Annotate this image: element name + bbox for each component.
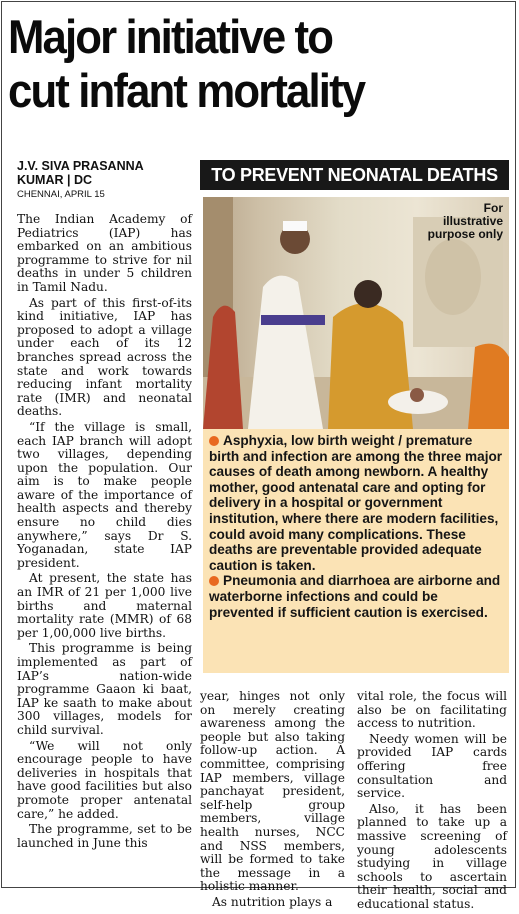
- fact-item: [203, 429, 509, 573]
- paragraph: “We will not only encourage people to have deliveries in hospitals that have good facilities but also promote proper antenatal care,” he added.: [17, 738, 192, 821]
- section-bar: TO PREVENT NEONATAL DEATHS: [200, 160, 509, 190]
- headline-line-2: cut infant mortality: [8, 64, 365, 117]
- photo-caption: [428, 202, 503, 241]
- bullet-dot-icon: [209, 576, 219, 586]
- paragraph: vital role, the focus will also be on facilitating access to nutrition.: [357, 689, 507, 731]
- headline-line-1: Major initiative to: [8, 10, 333, 63]
- bullet-dot-icon: [209, 436, 219, 446]
- paragraph: Needy women will be provided IAP cards offering free consultation and service.: [357, 731, 507, 801]
- paragraph: “If the village is small, each IAP branch will adopt two villages, depending upon the population. Our aim is to make people aware of the importance of health aspects and thereby ensure no child dies anywhere,” says Dr S. Yoganadan, state IAP president.: [17, 419, 192, 570]
- article-column-2: [200, 690, 345, 912]
- photo-caption-line-3: purpose only: [427, 227, 503, 241]
- fact-box: [203, 429, 509, 673]
- byline-line-1: J.V. SIVA PRASANNA: [17, 159, 144, 173]
- paragraph: year, hinges not only on merely creating awareness among the people but also taking follow-up action. A committee, comprising IAP members, village panchayat president, self-help group members, village health nurses, NCC and NSS members, will be formed to take the message in a holistic manner.: [200, 689, 345, 894]
- paragraph: At present, the state has an IMR of 21 per 1,000 live births and maternal mortality rate (MMR) of 68 per 1,00,000 live births.: [17, 571, 192, 640]
- fact-item: [203, 573, 509, 620]
- photo-caption-line-1: For: [483, 201, 503, 215]
- headline: [8, 10, 478, 118]
- paragraph: The programme, set to be launched in June this: [17, 822, 192, 850]
- paragraph: The Indian Academy of Pediatrics (IAP) has embarked on an ambitious programme to strive for nil deaths in under 5 children in Tamil Nadu.: [17, 212, 192, 294]
- dateline: CHENNAI, APRIL 15: [17, 189, 105, 200]
- news-photo: [203, 197, 509, 429]
- byline-line-2: KUMAR | DC: [17, 173, 93, 187]
- paragraph: As part of this first-of-its kind initiative, IAP has proposed to adopt a village under each of its 12 branches spread across the state and work towards reducing infant mortality rate (IMR) and neonatal deaths.: [17, 295, 192, 419]
- article-column-3: [357, 690, 507, 914]
- fact-text: Asphyxia, low birth weight / premature birth and infection are among the three major causes of death among newborn. A healthy mother, good antenatal care and opting for delivery in a hospital or government institution, where there are modern facilities, could avoid many complications. These deaths are preventable provided adequate caution is taken.: [209, 433, 503, 573]
- article-column-1: [17, 213, 192, 852]
- fact-text: Pneumonia and diarrhoea are airborne and waterborne infections and could be prevented if sufficient caution is exercised.: [209, 573, 501, 620]
- photo-caption-line-2: illustrative: [442, 214, 503, 228]
- paragraph: This programme is being implemented as part of IAP’s nation-wide programme Gaaon ki baat, IAP ke saath to make about 300 villages, models for child survival.: [17, 641, 192, 737]
- byline: [17, 159, 197, 187]
- paragraph: As nutrition plays a: [212, 894, 333, 909]
- paragraph: Also, it has been planned to take up a massive screening of young adolescents studying in village schools to ascertain their health, social and educational status.: [357, 801, 507, 911]
